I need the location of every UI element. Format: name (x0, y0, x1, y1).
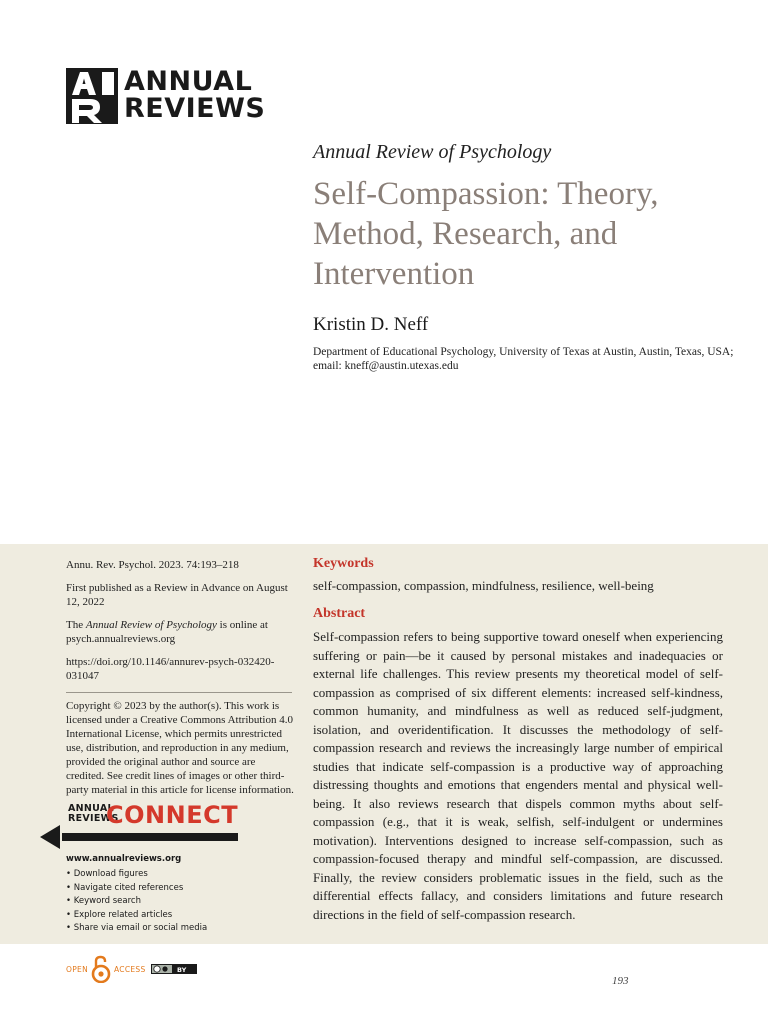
open-access-open: OPEN (66, 964, 88, 974)
connect-feature-list (66, 868, 290, 936)
open-access-access: ACCESS (113, 964, 146, 974)
connect-url[interactable]: www.annualreviews.org (66, 854, 182, 864)
license-by-text: BY (176, 966, 186, 974)
connect-arrow-bar (62, 833, 238, 841)
open-access-lock-icon (91, 955, 111, 983)
online-suffix: is online at psych.annualreviews.org (66, 619, 268, 645)
connect-feature: • Share via email or social media (66, 922, 290, 936)
first-published: First published as a Review in Advance on August 12, 2022 (66, 582, 288, 608)
citation: Annu. Rev. Psychol. 2023. 74:193–218 (66, 559, 239, 571)
cc-by-license-icon (151, 964, 197, 974)
connect-feature: • Download figures (66, 868, 290, 882)
abstract-heading: Abstract (313, 606, 366, 621)
author-name: Kristin D. Neff (313, 314, 429, 335)
connect-feature: • Explore related articles (66, 909, 290, 923)
sidebar-divider (66, 692, 292, 693)
abstract-text: Self-compassion refers to being supportive toward oneself when experiencing suffering or pain—be it caused by personal mistakes and inadequacies or external life challenges. This review presents my theoretical model of self-compassion as comprised of six different elements: increased self-kindness, common humanity, and mindfulness as well as reduced self-judgment, isolation, and overidentification. It discusses the methodology of self-compassion research and reviews the increasingly large number of empirical studies that indicate self-compassion is a productive way of approaching distressing thoughts and emotions that engenders mental and physical well-being. It also reviews research that dispels common myths about self-compassion (e.g., that it is weak, selfish, self-indulgent or undermines motivation). Interventions designed to increase self-compassion, such as compassion-focused therapy and mindful self-compassion, are discussed. Finally, the review considers problematic issues in the field, such as the differential effects fallacy, and considers limitations and future research directions in the field of self-compassion research. (313, 629, 723, 922)
copyright-notice: Copyright © 2023 by the author(s). This work is licensed under a Creative Commons Attribution 4.0 International License, which permits unrestricted use, distribution, and reproduction in any medium, provided the original author and source are credited. See credit lines of images or other third-party material in this article for license information. (66, 700, 294, 796)
connect-banner (40, 800, 290, 844)
journal-name: Annual Review of Psychology (313, 141, 552, 163)
annual-reviews-ar-logo-icon (66, 68, 118, 124)
connect-brand-line2: REVIEWS (68, 813, 119, 824)
article-sidebar (66, 558, 296, 806)
connect-brand-line1: ANNUAL (68, 803, 114, 814)
page-number: 193 (612, 975, 629, 987)
open-access-badge (66, 955, 197, 983)
keywords-abstract (313, 556, 723, 924)
connect-feature: • Navigate cited references (66, 882, 290, 896)
connect-feature: • Keyword search (66, 895, 290, 909)
online-note (66, 618, 296, 646)
article-title: Self-Compassion: Theory, Method, Research, and Intervention (313, 176, 659, 292)
publisher-line1: ANNUAL (124, 66, 253, 97)
doi-link[interactable]: https://doi.org/10.1146/annurev-psych-032420-031047 (66, 656, 275, 682)
publisher-wordmark (124, 68, 265, 122)
publisher-logo (66, 68, 265, 124)
arrow-left-icon (40, 825, 74, 849)
keywords-list: self-compassion, compassion, mindfulness, resilience, well-being (313, 578, 654, 593)
author-affiliation: Department of Educational Psychology, University of Texas at Austin, Austin, Texas, USA; email: kneff@austin.utexas.edu (313, 346, 734, 372)
annual-reviews-connect (40, 800, 290, 936)
connect-wordmark: CONNECT (106, 801, 239, 829)
publisher-line2: REVIEWS (124, 93, 266, 124)
online-journal: Annual Review of Psychology (85, 619, 217, 631)
online-prefix: The (66, 619, 86, 631)
keywords-heading: Keywords (313, 556, 374, 571)
